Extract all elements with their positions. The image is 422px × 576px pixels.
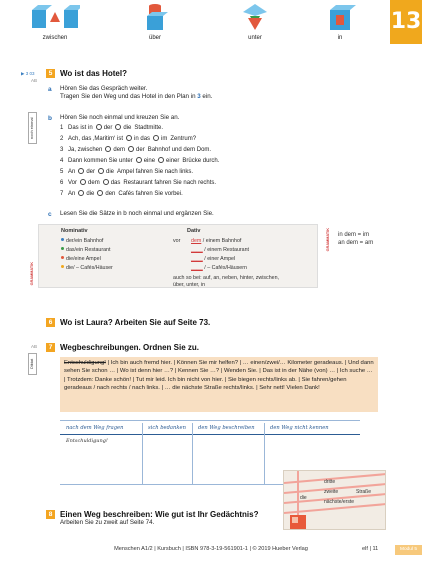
sentence-part: Stadtmitte. [134,125,164,131]
answer-option: der [103,125,113,131]
grammar-side-line2: an dem = am [338,240,374,246]
grammar-blank[interactable]: ____ [191,265,203,271]
sentence-part: Zentrum? [170,136,197,142]
grammar-dat-row [191,247,249,253]
prep-in [305,2,375,42]
phrase-done: Entschuldigung! [64,360,106,366]
answer-checkbox[interactable] [103,179,109,185]
gender-dot-icon [61,247,64,250]
table-header-line [60,434,360,435]
grammar-nom-row [61,256,101,262]
answer-checkbox[interactable] [96,124,102,130]
answer-checkbox[interactable] [153,135,159,141]
column-divider [192,423,193,484]
sentence-part: Brücke durch. [182,158,220,164]
answer-option: eine [143,158,156,164]
map-label: Straße [356,489,372,495]
task-b-item [60,146,211,154]
answer-checkbox[interactable] [128,146,134,152]
grammar-box [38,224,318,288]
answer-option: einer [166,158,180,164]
grammar-nom-text: die/ – Cafés/Häuser [66,265,113,271]
audio-track[interactable]: ▶ 3 03 [21,71,35,76]
item-number: 3 [60,147,64,153]
lesson-number-badge: 13 [390,0,422,44]
task-b-item [60,179,216,187]
task-b-item [60,124,163,132]
task-a-line2: Tragen Sie den Weg und das Hotel in den Plan in 3 ein. [60,93,213,100]
column-header: den Weg beschreiben [198,425,255,431]
column-divider [142,423,143,484]
sentence-part: An [68,169,76,175]
map-label: dritte [324,479,336,485]
noch-einmal-tab: noch einmal [28,112,37,144]
section-number: 5 [46,69,55,78]
ueber-illustration [130,2,180,32]
grammar-blank[interactable]: ____ [191,256,203,262]
item-number: 4 [60,158,64,164]
answer-checkbox[interactable] [115,124,121,130]
sentence-part: Cafés fahren Sie vorbei. [118,191,183,197]
item-number: 6 [60,180,64,186]
sentence-part: Vor [68,180,78,186]
answer-checkbox[interactable] [78,168,84,174]
zwischen-illustration [30,2,80,32]
grammar-nom-text: der/ein Bahnhof [66,238,104,244]
table-entry: Entschuldigung! [66,438,108,444]
task-letter-c: c [48,211,52,218]
prep-label: in [337,35,343,41]
task-b-item [60,190,183,198]
footer-text: Menschen A1/2 | Kursbuch | ISBN 978-3-19-561901-1 | © 2019 Hueber Verlag [114,546,308,552]
sentence-part: Ach, das ‚Maritim‘ ist [68,136,124,142]
sentence-part: Ampel fahren Sie nach links. [117,169,194,175]
in-illustration [315,2,365,32]
answer-option: das [110,180,121,186]
grammar-dat-row [191,265,247,271]
grammar-blank[interactable]: dem [191,238,202,244]
phrase-list: | Ich bin auch fremd hier. | Können Sie mir helfen? | … einen/zwei/… Kilometer geradeaus. | Und dann sehen Sie schon … | Wo ist denn hier …? | Kennen Sie …? | Wenden Sie. | Das ist in der Nähe (von) … | Ich suche … | Trotzdem: Danke schön! | Tut mir leid. Ich bin nicht von hier. | Sie biegen rechts/links ab. | Sie fahren/gehen geradeaus / nach rechts / nach links. | … die nächste Straße rechts/links. | Sehr nett! Vielen Dank! [64,360,374,392]
sentence-part: Das ist in [68,125,93,131]
answer-checkbox[interactable] [158,157,164,163]
grammar-dat-text: / einer Ampel [202,256,236,262]
prep-label: über [148,35,161,41]
gender-dot-icon [61,256,64,259]
answer-option: dem [113,147,126,153]
section-title: Einen Weg beschreiben: Wie gut ist Ihr Gedächtnis? [60,510,259,519]
grammar-also2: über, unter, in [173,282,206,288]
task-b-item [60,135,196,143]
page-number: elf | 11 [362,546,379,552]
sentence-part: Restaurant fahren Sie nach rechts. [123,180,217,186]
grammar-vor: vor [173,238,181,244]
prep-label: unter [248,35,262,41]
prep-zwischen [20,2,90,42]
answer-checkbox[interactable] [98,168,104,174]
answer-option: dem [88,180,100,186]
answer-checkbox[interactable] [78,190,84,196]
prep-label: zwischen [42,35,68,41]
gender-dot-icon [61,238,64,241]
item-number: 2 [60,136,64,142]
task-b-item [60,157,219,165]
phrase-bank [60,357,378,412]
map-label: nächste/erste [324,499,355,505]
sentence-part: Dann kommen Sie unter [68,158,133,164]
section-title: Wo ist das Hotel? [60,69,127,78]
answer-checkbox[interactable] [105,146,111,152]
answer-checkbox[interactable] [97,190,103,196]
grammar-dat-row [191,256,235,262]
section-title: Wo ist Laura? Arbeiten Sie auf Seite 73. [60,318,211,327]
grammar-dat-text: / – Cafés/Häusern [202,265,247,271]
answer-option: den [105,191,116,197]
workbook-ref: AB [31,344,38,349]
grammar-side-line1: in dem = im [338,232,370,238]
answer-option: der [136,147,145,153]
grammar-head-nominativ: Nominativ [61,228,88,234]
grammar-dat-row [191,238,241,244]
task-letter-b: b [48,115,52,122]
answer-option: die [106,169,115,175]
street-map [283,470,386,530]
section-number: 8 [46,510,55,519]
answer-checkbox[interactable] [80,179,86,185]
task-letter-a: a [48,86,52,93]
grammar-nom-row [61,265,113,271]
map-label: zweite [324,489,339,495]
column-header: nach dem Weg fragen [66,425,124,431]
grammar-nom-text: die/eine Ampel [66,256,101,262]
map-label: die [300,495,307,501]
section8-text: Arbeiten Sie zu zweit auf Seite 74. [60,519,155,526]
grammar-blank[interactable]: ____ [191,247,203,253]
task-b-item [60,168,193,176]
task-b-text: Hören Sie noch einmal und kreuzen Sie an. [60,114,180,121]
task-c-text: Lesen Sie die Sätze in b noch einmal und ergänzen Sie. [60,210,214,217]
grammar-tag-side: GRAMMATIK [326,228,330,252]
answer-checkbox[interactable] [136,157,142,163]
section-number: 6 [46,318,55,327]
prep-ueber [120,2,190,42]
item-number: 5 [60,169,64,175]
unter-illustration [230,2,280,32]
answer-option: der [86,169,96,175]
grammar-nom-text: das/ein Restaurant [66,247,111,253]
answer-checkbox[interactable] [126,135,132,141]
prep-unter [220,2,290,42]
sentence-part: An [68,191,76,197]
modul-tag: Modul 5 [395,545,422,555]
task-a-line1: Hören Sie das Gespräch weiter. [60,85,148,92]
item-number: 7 [60,191,64,197]
answer-option: die [123,125,132,131]
answer-option: im [161,136,168,142]
sentence-part: Ja, zwischen [68,147,103,153]
grammar-side-box [338,231,373,247]
column-divider [264,423,265,484]
grammar-dat-text: / einem Bahnhof [201,238,242,244]
section-number: 7 [46,343,55,352]
grammar-nom-row [61,238,103,244]
item-number: 1 [60,125,64,131]
grammar-tag: GRAMMATIK [30,262,34,286]
gender-dot-icon [61,265,64,268]
diktat-tab: Diktat [28,353,37,375]
grammar-nom-row [61,247,110,253]
sentence-part: Bahnhof und dem Dom. [147,147,212,153]
workbook-ref: AB [31,78,38,83]
grammar-head-dativ: Dativ [187,228,201,234]
column-header: sich bedanken [148,425,186,431]
answer-option: die [86,191,95,197]
grammar-dat-text: / einem Restaurant [202,247,250,253]
grammar-also: auch so bei: auf, an, neben, hinter, zwischen, [173,275,280,281]
column-header: den Weg nicht kennen [270,425,329,431]
section-title: Wegbeschreibungen. Ordnen Sie zu. [60,343,199,352]
answer-option: in das [134,136,151,142]
preposition-strip [0,0,422,44]
